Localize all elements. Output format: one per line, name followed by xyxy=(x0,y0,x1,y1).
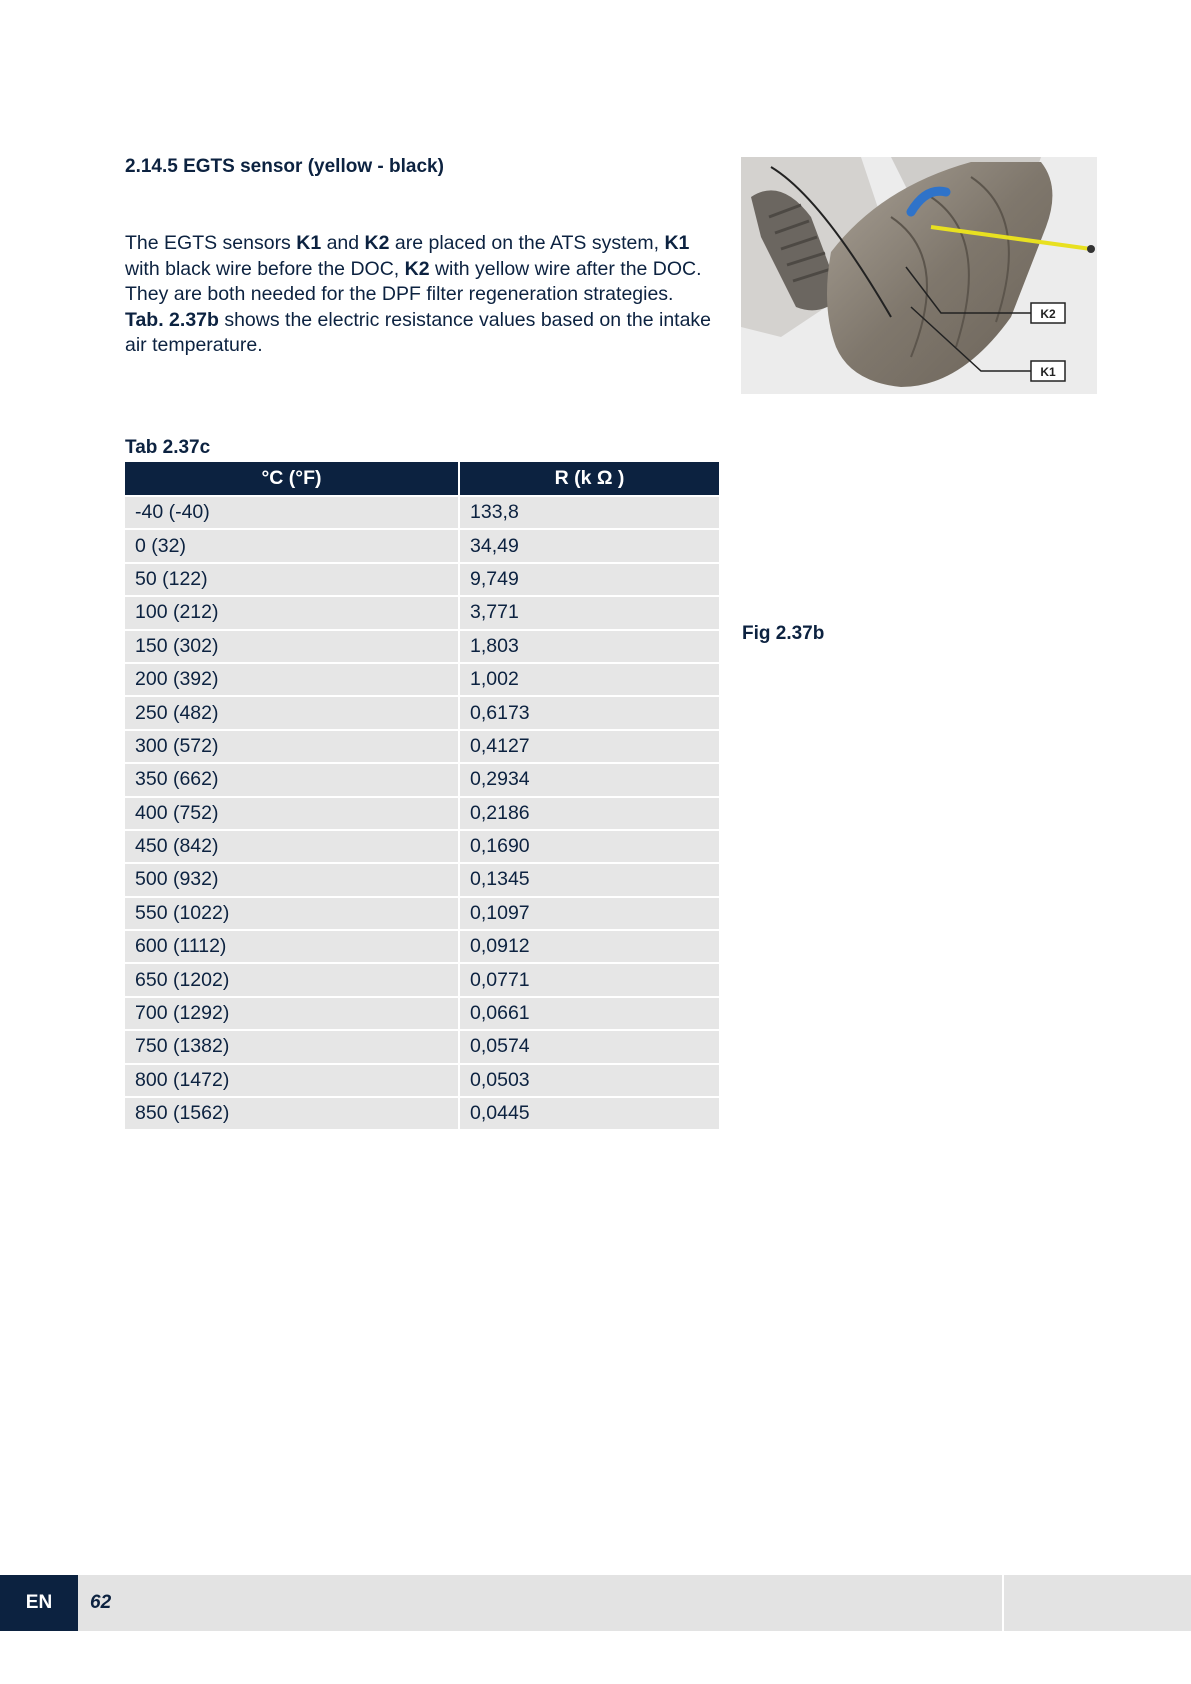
footer-divider xyxy=(1002,1575,1004,1631)
column-header-temperature: °C (°F) xyxy=(125,462,459,496)
table-row xyxy=(125,663,719,696)
table-row xyxy=(125,1030,719,1063)
page-number: 62 xyxy=(90,1592,112,1613)
language-badge: EN xyxy=(0,1575,78,1631)
table-row xyxy=(125,529,719,562)
resistance-cell: 0,0574 xyxy=(459,1030,719,1063)
table-row xyxy=(125,997,719,1030)
k1-label: K1 xyxy=(664,232,690,254)
table-row xyxy=(125,630,719,663)
egts-sensor-figure xyxy=(741,157,1097,394)
k2-label: K2 xyxy=(404,257,430,280)
resistance-cell: 0,6173 xyxy=(459,696,719,729)
page-footer xyxy=(0,1575,1191,1631)
intro-paragraph-3 xyxy=(125,308,725,359)
temperature-cell: 600 (1112) xyxy=(125,930,459,963)
table-row xyxy=(125,496,719,529)
temperature-cell: 400 (752) xyxy=(125,797,459,830)
resistance-cell: 0,4127 xyxy=(459,730,719,763)
temperature-cell: -40 (-40) xyxy=(125,496,459,529)
table-row xyxy=(125,730,719,763)
resistance-cell: 133,8 xyxy=(459,496,719,529)
resistance-cell: 0,2934 xyxy=(459,763,719,796)
table-row xyxy=(125,830,719,863)
temperature-cell: 650 (1202) xyxy=(125,963,459,996)
resistance-cell: 9,749 xyxy=(459,563,719,596)
k2-figure-label: K2 xyxy=(1040,307,1056,321)
temperature-cell: 750 (1382) xyxy=(125,1030,459,1063)
resistance-cell: 0,0445 xyxy=(459,1097,719,1130)
temperature-cell: 50 (122) xyxy=(125,563,459,596)
table-row xyxy=(125,696,719,729)
table-row xyxy=(125,1064,719,1097)
text-run: with yellow wire after the DOC. xyxy=(429,257,702,280)
table-body xyxy=(125,496,719,1130)
resistance-cell: 0,1097 xyxy=(459,897,719,930)
temperature-cell: 450 (842) xyxy=(125,830,459,863)
text-run: and xyxy=(321,232,365,254)
column-header-resistance: R (k Ω ) xyxy=(459,462,719,496)
temperature-cell: 200 (392) xyxy=(125,663,459,696)
table-row xyxy=(125,897,719,930)
figure-caption: Fig 2.37b xyxy=(742,623,825,644)
resistance-cell: 0,1345 xyxy=(459,863,719,896)
intro-text xyxy=(125,231,725,359)
resistance-cell: 0,1690 xyxy=(459,830,719,863)
section-title: 2.14.5 EGTS sensor (yellow - black) xyxy=(125,156,444,177)
table-row xyxy=(125,596,719,629)
table-row xyxy=(125,863,719,896)
temperature-cell: 850 (1562) xyxy=(125,1097,459,1130)
table-reference: Tab. 2.37b xyxy=(125,308,219,331)
resistance-cell: 0,0912 xyxy=(459,930,719,963)
table-row xyxy=(125,963,719,996)
temperature-cell: 700 (1292) xyxy=(125,997,459,1030)
text-run: with black wire before the DOC, xyxy=(125,257,405,280)
intro-paragraph-1 xyxy=(125,231,725,282)
resistance-table xyxy=(125,462,719,1131)
temperature-cell: 550 (1022) xyxy=(125,897,459,930)
temperature-cell: 150 (302) xyxy=(125,630,459,663)
k2-label: K2 xyxy=(364,232,390,254)
intro-paragraph-2: They are both needed for the DPF filter regeneration strategies. xyxy=(125,283,674,305)
temperature-cell: 300 (572) xyxy=(125,730,459,763)
temperature-cell: 350 (662) xyxy=(125,763,459,796)
temperature-cell: 100 (212) xyxy=(125,596,459,629)
text-run: are placed on the ATS system, xyxy=(389,232,665,254)
resistance-cell: 3,771 xyxy=(459,596,719,629)
temperature-cell: 500 (932) xyxy=(125,863,459,896)
text-run: The EGTS sensors xyxy=(125,232,297,254)
resistance-cell: 0,0771 xyxy=(459,963,719,996)
text-run: shows the electric resistance values based on the intake air temperature. xyxy=(125,308,712,356)
resistance-cell: 34,49 xyxy=(459,529,719,562)
resistance-cell: 1,803 xyxy=(459,630,719,663)
resistance-cell: 0,2186 xyxy=(459,797,719,830)
table-row xyxy=(125,563,719,596)
table-row xyxy=(125,930,719,963)
k1-label: K1 xyxy=(296,232,322,254)
temperature-cell: 250 (482) xyxy=(125,696,459,729)
resistance-cell: 0,0661 xyxy=(459,997,719,1030)
temperature-cell: 800 (1472) xyxy=(125,1064,459,1097)
table-row xyxy=(125,797,719,830)
k1-figure-label: K1 xyxy=(1040,365,1056,379)
egts-sensor-illustration xyxy=(741,157,1097,394)
table-row xyxy=(125,763,719,796)
resistance-cell: 1,002 xyxy=(459,663,719,696)
table-row xyxy=(125,1097,719,1130)
table-caption: Tab 2.37c xyxy=(125,437,211,458)
table-header-row xyxy=(125,462,719,496)
temperature-cell: 0 (32) xyxy=(125,529,459,562)
connector xyxy=(1087,245,1095,253)
resistance-cell: 0,0503 xyxy=(459,1064,719,1097)
